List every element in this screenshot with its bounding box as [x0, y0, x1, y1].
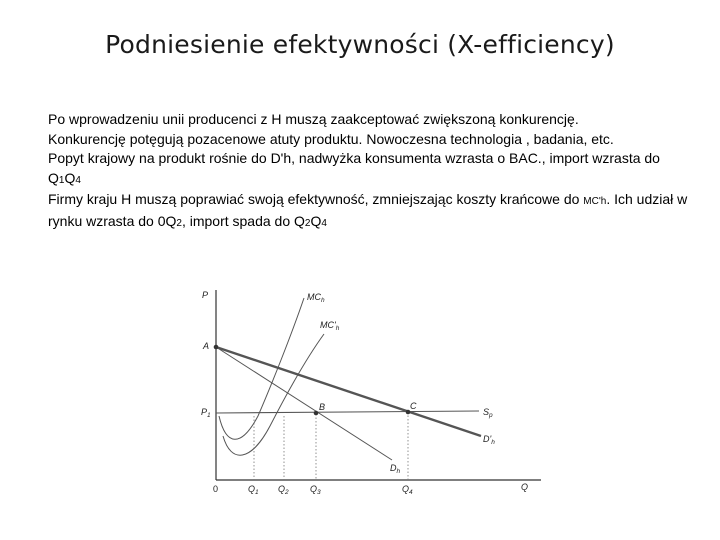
sp-line — [216, 411, 479, 413]
q3-label — [310, 484, 321, 496]
paragraph-4-sub-2: 2 — [304, 217, 311, 229]
paragraph-4-sub-1: 2 — [176, 217, 182, 229]
mch-main: MC — [307, 292, 321, 302]
dh-prime-sub: h — [491, 439, 495, 446]
point-b-label: B — [319, 402, 326, 412]
q2-label — [278, 484, 289, 496]
paragraph-3-q: Q — [64, 169, 76, 186]
axis-y-label: P — [202, 290, 209, 300]
paragraph-4-text: Firmy kraju H muszą poprawiać swoją efektywność, zmniejszając koszty krańcowe do — [48, 191, 584, 207]
sp-sub: p — [489, 412, 493, 419]
sp-main: S — [483, 407, 490, 417]
paragraph-3-sub-2: 4 — [75, 174, 81, 186]
mch-sub: h — [321, 297, 325, 304]
point-b-dot — [314, 411, 319, 416]
q4-sub: 4 — [409, 489, 413, 496]
p1-sub: 1 — [207, 412, 211, 419]
mch-label — [307, 292, 325, 304]
body-text — [48, 110, 688, 233]
mch-prime-main: MC' — [320, 320, 336, 330]
q4-label — [402, 484, 413, 496]
paragraph-4-text-2: . Ich udział w rynku wzrasta do 0Q — [48, 191, 688, 229]
point-a-dot — [214, 345, 219, 350]
mch-prime-curve — [223, 334, 324, 455]
origin-label: 0 — [213, 484, 219, 494]
dh-prime-line — [216, 347, 481, 436]
mch-curve — [219, 298, 304, 439]
paragraph-3 — [48, 149, 688, 190]
supply-demand-diagram — [196, 276, 552, 500]
paragraph-3-text: Popyt krajowy na produkt rośnie do D'h, nadwyżka konsumenta wzrasta o BAC., import wzrasta do Q — [48, 150, 660, 186]
paragraph-4-mch-prime: MC'h — [583, 196, 607, 207]
dh-prime-label — [483, 434, 495, 446]
paragraph-1: Po wprowadzeniu unii producenci z H muszą zaakceptować zwiększoną konkurencję. — [48, 111, 579, 127]
diagram-svg — [196, 276, 552, 500]
paragraph-4 — [48, 190, 688, 233]
q3-main: Q — [310, 484, 318, 494]
q3-sub: 3 — [317, 489, 321, 496]
mch-prime-sub: h — [335, 325, 340, 332]
q4-main: Q — [402, 484, 410, 494]
dh-prime-main: D' — [483, 434, 492, 444]
slide-title: Podniesienie efektywności (X-efficiency) — [105, 30, 615, 59]
q1-label — [248, 484, 259, 496]
q1-main: Q — [248, 484, 256, 494]
dh-main: D — [390, 463, 397, 473]
sp-label — [483, 407, 493, 419]
dh-sub: h — [396, 468, 401, 475]
p1-label — [201, 407, 211, 419]
paragraph-4-text-3: , import spada do Q — [181, 212, 305, 229]
paragraph-4-sub-3: 4 — [321, 217, 327, 229]
q1-sub: 1 — [255, 489, 259, 496]
paragraph-2: Konkurencję potęgują pozacenowe atuty produktu. Nowoczesna technologia , badania, etc. — [48, 130, 614, 147]
paragraph-4-q: Q — [310, 212, 322, 229]
point-a-label: A — [203, 341, 210, 351]
axis-x-label: Q — [521, 482, 529, 492]
q2-sub: 2 — [285, 489, 289, 496]
q2-main: Q — [278, 484, 286, 494]
p1-main: P — [201, 407, 208, 417]
point-c-label: C — [410, 401, 417, 411]
paragraph-3-sub-1: 1 — [58, 174, 65, 186]
mch-prime-label — [320, 320, 340, 332]
dh-label — [390, 463, 401, 475]
